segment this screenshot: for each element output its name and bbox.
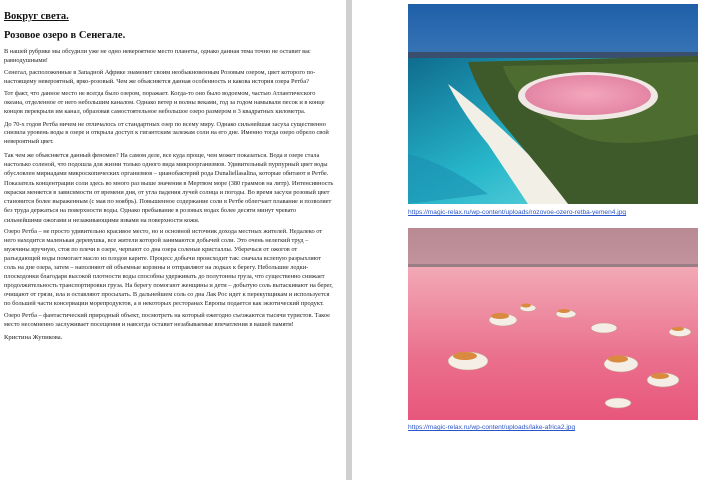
pink-lake-salt-piles-photo [408,228,698,420]
paragraph-6: Озеро Ретба – не просто удивительно красивое место, но и основной источник дохода местных жителей. Недалеко от него находится маленькая деревушка, все жители которой занимаются добычей соли. Это очень нелегкий труд – мужчины вручную, стоя по плечи в озере, черпают со дна озера соленые кристаллы. Уберечься от ожогов от разъедающей воды помогает масло из плодов карите. Процесс добычи происходит так: сначала вслепую разрыхляют соль на дне озера, затем – наполняют ей объемные корзины и отправляют на лодках к берегу. Небольшие лодки-плоскодонки благодаря высокой плотности воды способны удерживать до полутонны груза, что существенно снижает продолжительность транспортировки груза. На берегу помогают женщины и дети – добытую соль вытаскивают на берег, очищают от грязи, ила и оставляют просыхать. В дальнейшем соль со дна Лак Рос идет к перекупщикам и используется по большей части консервации морепродуктов, а в некоторых ресторанах Европы подается как экзотический продукт. [4,228,333,307]
paragraph-3: Тот факт, что данное место не всегда было озером, поражает. Когда-то оно было водоемом, частью Атлантического океана, отделенное от него небольшим каналом. Однако ветер и волны веками, год за годом намывали песок и в конце концов перекрыли им канал, образовав самостоятельное небольшое озеро размером в 3 квадратных километра. [4,90,325,116]
document-page-left [0,0,346,480]
document-page-right [352,0,720,480]
document-title: Вокруг света. [4,11,69,22]
paragraph-1: В нашей рубрике мы обсудили уже не одно невероятное место планеты, однако данная тема точно не оставит вас равнодушными! [4,48,311,64]
document-subtitle: Розовое озеро в Сенегале. [4,30,126,41]
aerial-pink-lake-photo [408,4,698,204]
photo-caption-link[interactable]: https://magic-relax.ru/wp-content/uploads/rozovoe-ozero-retba-yemen4.jpg [408,209,627,216]
paragraph-7: Озеро Ретба – фантастический природный объект, посмотреть на который ежегодно съезжаются тысячи туристов. Такое место несомненно заслуживает посещения и навсегда оставит незабываемые впечатления в вашей памяти! [4,311,331,328]
paragraph-2: Сенегал, расположенные в Западной Африке знаменит своим необыкновенным Розовым озером, цвет которого по-настоящему невероятный, ярко-розовый. Чем же объясняется данная особенность и какова история озера Ретба? [4,69,316,86]
paragraph-5: Так чем же объясняется данный феномен? На самом деле, все куда проще, чем может показаться. Вода в озере стала настолько соленой, что подошла для жизни только одного вида микроорганизмов. Удивительный пурпурный цвет воды обусловлен мириадами микроскопических организмов – цианобактерий рода Dunaliellasalina, которые обитают в Ретбе. Показатель концентрации соли здесь во много раз выше значения в Мертвом море (380 граммов на литр). Интенсивность окраски меняется в зависимости от времени дня, от угла падения лучей солнца и погоды. Во время засухи розовый цвет становится более выраженным (с мая по ноябрь). Повышенное содержание соли в Ретбе облегчает плавание и позволяет без труда держаться на поверхности воды. Однако пребывание в розовых водах более десяти минут чревато сильнейшими ожогами и незаживающими язвами на поверхности кожи. [4,151,334,224]
photo-caption-link[interactable]: https://magic-relax.ru/wp-content/uploads/lake-africa2.jpg [408,424,576,431]
author-signature: Кристина Жупикова. [4,333,63,341]
paragraph-4: До 70-х годов Ретба ничем не отличалось от стандартных озер по всему миру. Однако сильнейшая засуха существенно снизила уровень воды в озере и открыла доступ к гигантским залежам соли на его дне. Именно тогда озеро обрело свой невероятный цвет. [4,120,329,146]
